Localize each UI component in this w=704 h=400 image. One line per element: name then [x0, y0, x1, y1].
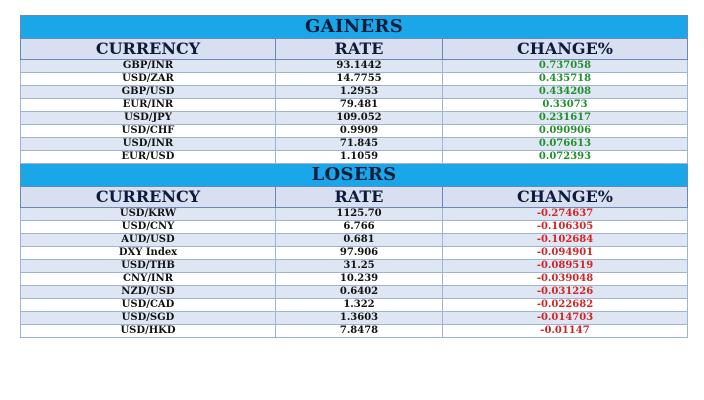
currency-cell: USD/ZAR — [21, 73, 276, 86]
currency-movers-table — [20, 15, 688, 338]
currency-cell: NZD/USD — [21, 286, 276, 299]
rate-cell: 79.481 — [276, 99, 443, 112]
change-cell: -0.089519 — [443, 260, 688, 273]
currency-cell: USD/THB — [21, 260, 276, 273]
change-cell: 0.231617 — [443, 112, 688, 125]
table-row — [21, 73, 688, 86]
change-cell: 0.33073 — [443, 99, 688, 112]
gainers-title-row — [21, 16, 688, 39]
losers-title: LOSERS — [21, 164, 688, 187]
table-row — [21, 99, 688, 112]
rate-cell: 93.1442 — [276, 60, 443, 73]
rate-cell: 6.766 — [276, 221, 443, 234]
rate-cell: 0.9909 — [276, 125, 443, 138]
table-row — [21, 286, 688, 299]
losers-title-row — [21, 164, 688, 187]
rate-cell: 31.25 — [276, 260, 443, 273]
currency-movers-panel — [20, 15, 687, 338]
rate-cell: 71.845 — [276, 138, 443, 151]
currency-cell: GBP/INR — [21, 60, 276, 73]
change-cell: -0.022682 — [443, 299, 688, 312]
rate-cell: 10.239 — [276, 273, 443, 286]
table-row — [21, 138, 688, 151]
rate-cell: 0.681 — [276, 234, 443, 247]
gainers-header-currency: CURRENCY — [21, 39, 276, 60]
currency-cell: USD/CAD — [21, 299, 276, 312]
gainers-title: GAINERS — [21, 16, 688, 39]
rate-cell: 1125.70 — [276, 208, 443, 221]
table-row — [21, 234, 688, 247]
table-row — [21, 208, 688, 221]
losers-heading — [21, 164, 688, 208]
currency-cell: AUD/USD — [21, 234, 276, 247]
change-cell: 0.737058 — [443, 60, 688, 73]
currency-cell: USD/SGD — [21, 312, 276, 325]
currency-cell: USD/INR — [21, 138, 276, 151]
change-cell: -0.039048 — [443, 273, 688, 286]
rate-cell: 97.906 — [276, 247, 443, 260]
change-cell: 0.076613 — [443, 138, 688, 151]
change-cell: -0.274637 — [443, 208, 688, 221]
change-cell: 0.090906 — [443, 125, 688, 138]
currency-cell: USD/CNY — [21, 221, 276, 234]
change-cell: 0.072393 — [443, 151, 688, 164]
table-row — [21, 112, 688, 125]
rate-cell: 0.6402 — [276, 286, 443, 299]
losers-header-currency: CURRENCY — [21, 187, 276, 208]
rate-cell: 1.322 — [276, 299, 443, 312]
rate-cell: 14.7755 — [276, 73, 443, 86]
losers-header-rate: RATE — [276, 187, 443, 208]
rate-cell: 1.1059 — [276, 151, 443, 164]
gainers-header-row — [21, 39, 688, 60]
currency-cell: USD/HKD — [21, 325, 276, 338]
losers-header-change: CHANGE% — [443, 187, 688, 208]
table-row — [21, 60, 688, 73]
table-row — [21, 125, 688, 138]
table-body — [21, 16, 688, 60]
table-row — [21, 151, 688, 164]
currency-cell: EUR/USD — [21, 151, 276, 164]
currency-cell: USD/JPY — [21, 112, 276, 125]
currency-cell: DXY Index — [21, 247, 276, 260]
currency-cell: USD/CHF — [21, 125, 276, 138]
losers-header-row — [21, 187, 688, 208]
table-row — [21, 325, 688, 338]
table-row — [21, 86, 688, 99]
currency-cell: USD/KRW — [21, 208, 276, 221]
gainers-rows — [21, 60, 688, 164]
table-row — [21, 273, 688, 286]
currency-cell: EUR/INR — [21, 99, 276, 112]
currency-cell: CNY/INR — [21, 273, 276, 286]
change-cell: -0.102684 — [443, 234, 688, 247]
gainers-header-rate: RATE — [276, 39, 443, 60]
table-row — [21, 312, 688, 325]
change-cell: -0.014703 — [443, 312, 688, 325]
rate-cell: 7.8478 — [276, 325, 443, 338]
table-row — [21, 247, 688, 260]
change-cell: -0.01147 — [443, 325, 688, 338]
currency-cell: GBP/USD — [21, 86, 276, 99]
losers-rows — [21, 208, 688, 338]
table-row — [21, 260, 688, 273]
rate-cell: 1.2953 — [276, 86, 443, 99]
table-row — [21, 299, 688, 312]
gainers-header-change: CHANGE% — [443, 39, 688, 60]
change-cell: -0.106305 — [443, 221, 688, 234]
table-row — [21, 221, 688, 234]
change-cell: -0.031226 — [443, 286, 688, 299]
rate-cell: 109.052 — [276, 112, 443, 125]
rate-cell: 1.3603 — [276, 312, 443, 325]
change-cell: 0.435718 — [443, 73, 688, 86]
change-cell: 0.434208 — [443, 86, 688, 99]
change-cell: -0.094901 — [443, 247, 688, 260]
